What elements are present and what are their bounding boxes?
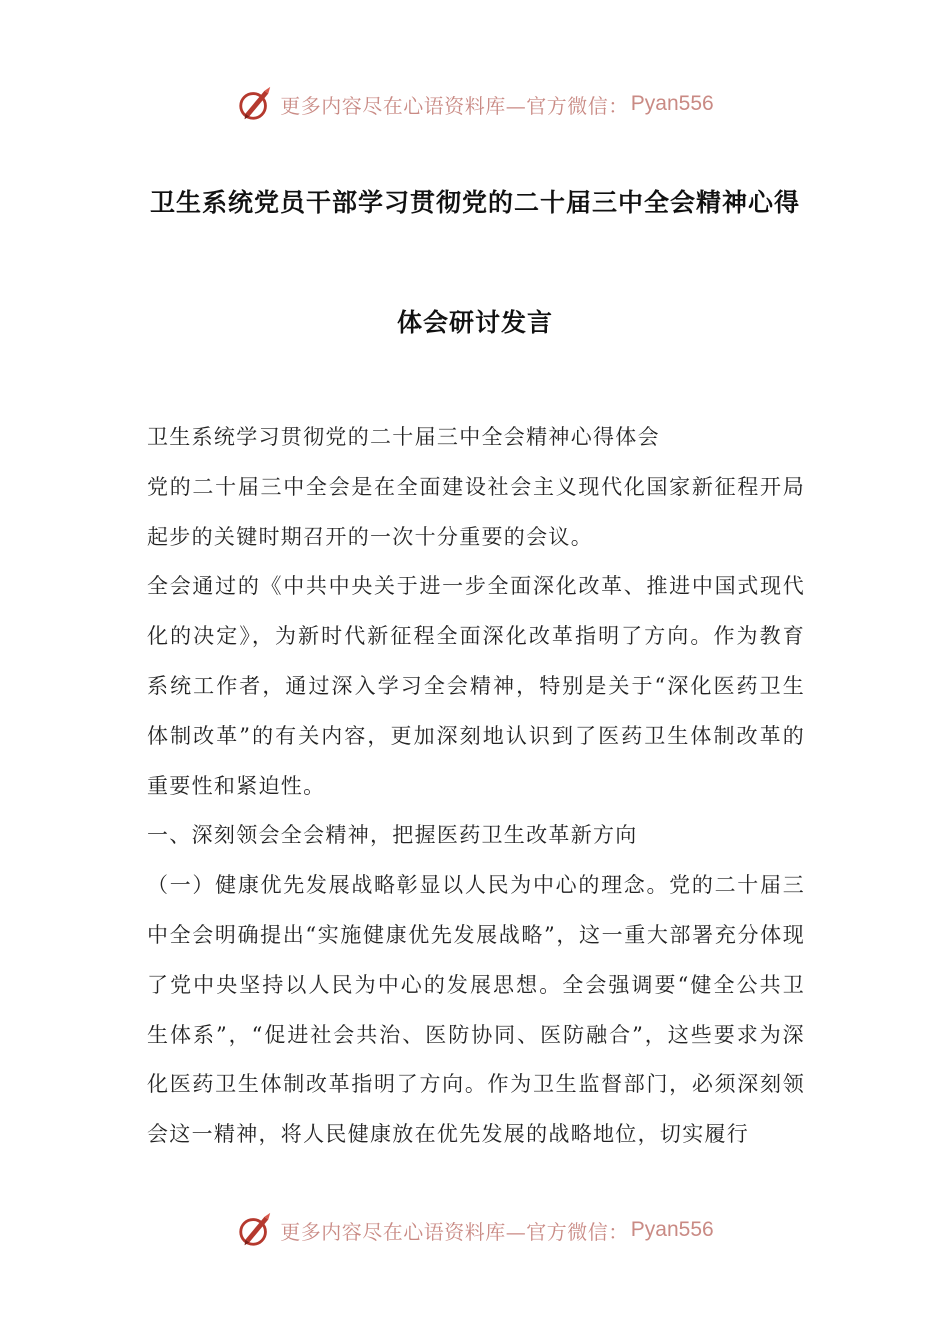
paragraph: （一）健康优先发展战略彰显以人民为中心的理念。党的二十届三中全会明确提出“实施健康优先发展战略”，这一重大部署充分体现了党中央坚持以人民为中心的发展思想。全会强调要“健全公共卫生体系”，“促进社会共治、医防协同、医防融合”，这些要求为深化医药卫生体制改革指明了方向。作为卫生监督部门，必须深刻领会这一精神，将人民健康放在优先发展的战略地位，切实履行	[147, 873, 805, 1147]
paragraph: 全会通过的《中共中央关于进一步全面深化改革、推进中国式现代化的决定》，为新时代新征程全面深化改革指明了方向。作为教育系统工作者，通过深入学习全会精神，特别是关于“深化医药卫生体制改革”的有关内容，更加深刻地认识到了医药卫生体制改革的重要性和紧迫性。	[147, 574, 805, 798]
quill-pen-logo-icon	[236, 1211, 274, 1249]
footer-watermark	[0, 1210, 950, 1250]
header-watermark	[0, 84, 950, 124]
paragraph: 党的二十届三中全会是在全面建设社会主义现代化国家新征程开局起步的关键时期召开的一次十分重要的会议。	[147, 474, 805, 549]
wechat-id: Pyan556	[630, 1218, 714, 1241]
section-heading: 一、深刻领会全会精神，把握医药卫生改革新方向	[147, 823, 638, 848]
paragraph-subtitle: 卫生系统学习贯彻党的二十届三中全会精神心得体会	[147, 425, 660, 449]
watermark-text: 更多内容尽在心语资料库—官方微信：	[280, 1219, 629, 1244]
quill-pen-logo-icon	[236, 85, 274, 123]
watermark-text: 更多内容尽在心语资料库—官方微信：	[280, 93, 629, 118]
document-body	[147, 413, 805, 1160]
document-title-line-2: 体会研讨发言	[396, 308, 553, 337]
document-title-line-1: 卫生系统党员干部学习贯彻党的二十届三中全会精神心得	[149, 188, 800, 217]
wechat-id: Pyan556	[630, 92, 714, 115]
